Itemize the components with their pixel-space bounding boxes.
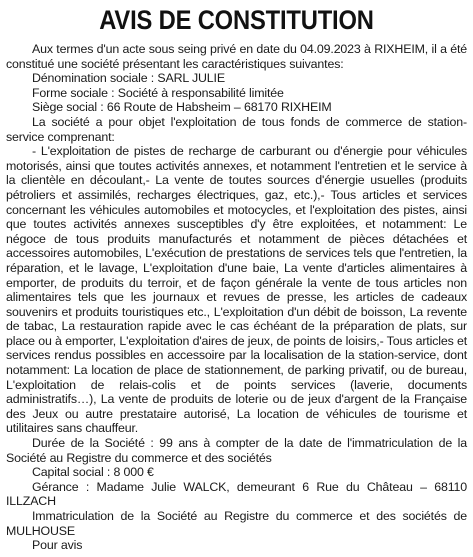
- purpose-intro-paragraph: La société a pour objet l'exploitation de tous fonds de commerce de station-service comprenant:: [6, 114, 467, 144]
- duration-paragraph: Durée de la Société : 99 ans à compter de la date de l'immatriculation de la Société au Registre du commerce et des sociétés: [6, 436, 467, 465]
- intro-paragraph: Aux termes d'un acte sous seing privé en date du 04.09.2023 à RIXHEIM, il a été constitué une société présentant les caractéristiques suivantes:: [6, 42, 467, 71]
- legal-form-line: Forme sociale : Société à responsabilité limitée: [32, 85, 284, 100]
- purpose-detail-paragraph: - L'exploitation de pistes de recharge de carburant ou d'énergie pour véhicules motorisés, ainsi que toutes activités annexes, et notamment l'entretien et le service à la clientèle en découlant,- La vente de toutes sources d'énergie usuelles (produits pétroliers et assimilés, recharges électriques, gaz, etc.),- Tous articles et services concernant les véhicules automobiles et motocycles, et l'exploitation des pistes, ainsi que toutes activités annexes susceptibles d'y être exploitées, et notamment: Le négoce de tous produits manufacturés et notamment de pièces détachées et accessoires automobiles, L'exécution de prestations de services tels que l'entretien, la réparation, et le lavage, L'exploitation d'une baie, La vente d'articles alimentaires à emporter, de produits du terroir, et de façon générale la vente de tous articles non alimentaires tels que les journaux et revues de presse, les articles de cadeaux souvenirs et produits touristiques etc., L'exploitation d'un débit de boisson, La revente de tabac, La restauration rapide avec le cas échéant de la préparation de plats, sur place ou à emporter, L'exploitation d'aires de jeux, de points de loisirs,- Tous articles et services rendus possibles en accessoire par la localisation de la station-service, dont notamment: La location de place de stationnement, de parking privatif, ou de bureau, L'exploitation de relais-colis et de points services (laverie, documents administratifs…), La vente de produits de loterie ou de jeux d'argent de la Française des Jeux ou autre prestataire autorisé, La location de véhicules de tourisme et utilitaires sans chauffeur.: [6, 144, 467, 436]
- management-line: Gérance : Madame Julie WALCK, demeurant 6 Rue du Château – 68110 ILLZACH: [6, 479, 467, 509]
- denomination-line: Dénomination sociale : SARL JULIE: [32, 71, 225, 86]
- notice-body: [6, 42, 467, 553]
- head-office-line: Siège social : 66 Route de Habsheim – 68170 RIXHEIM: [32, 100, 332, 115]
- capital-line: Capital social : 8 000 €: [32, 465, 154, 480]
- closing-line: Pour avis: [32, 538, 83, 553]
- notice-title: AVIS DE CONSTITUTION: [99, 5, 374, 35]
- registration-paragraph: Immatriculation de la Société au Registre du commerce et des sociétés de MULHOUSE: [6, 509, 467, 538]
